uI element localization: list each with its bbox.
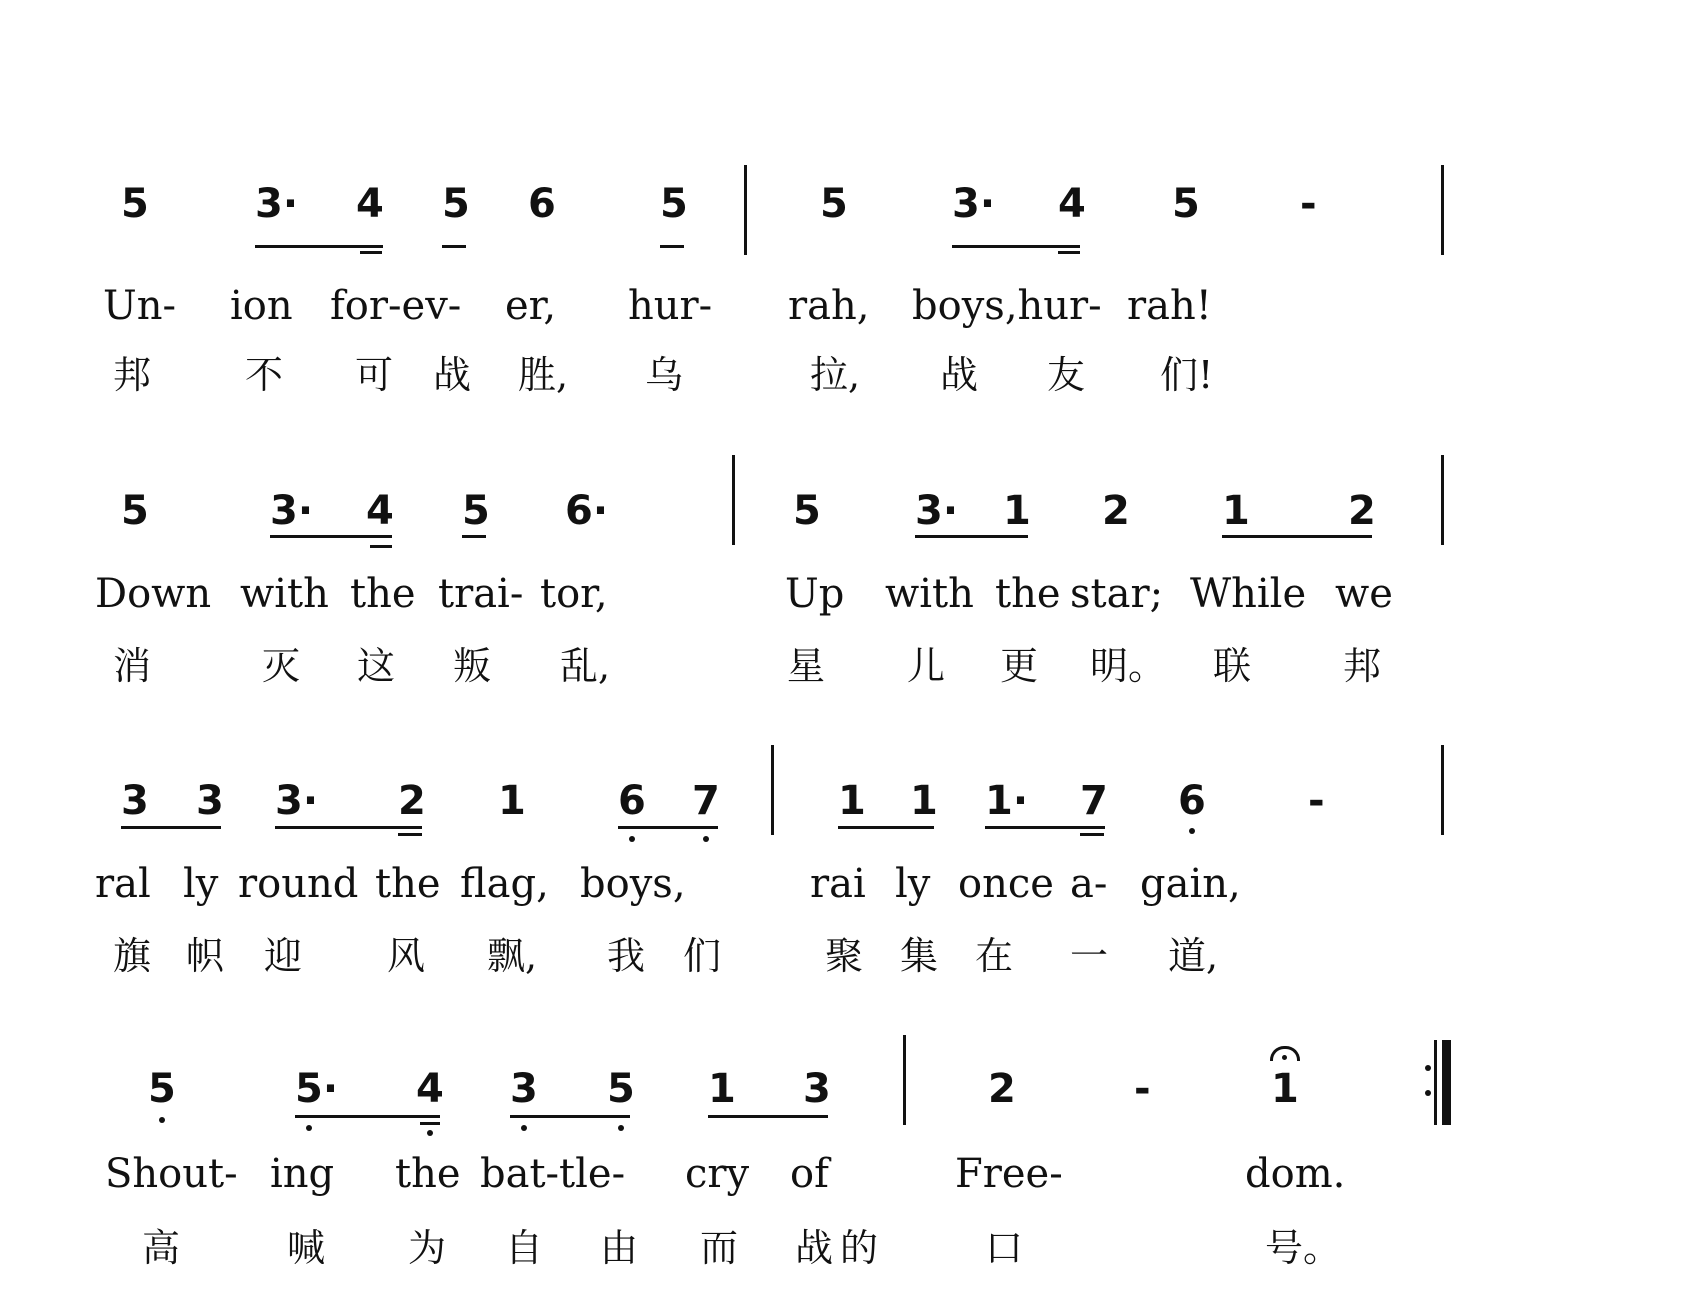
beam-underline — [370, 545, 392, 548]
lyric-char: 一 — [1070, 934, 1109, 978]
lyric-syllable: Free- — [955, 1151, 1063, 1197]
lyric-syllable: gain, — [1140, 861, 1241, 907]
lyric-line-en — [0, 570, 1681, 630]
beam-underline — [985, 826, 1105, 829]
barline — [1441, 455, 1444, 545]
lyric-syllable: Down — [95, 571, 212, 617]
note: 3 — [510, 1066, 538, 1112]
lyric-line-cn — [0, 643, 1681, 703]
barline — [903, 1035, 906, 1125]
beam-underline — [121, 826, 221, 829]
lyric-char: 叛 — [453, 644, 492, 688]
beam-underline — [660, 245, 684, 248]
barline — [1441, 745, 1444, 835]
fermata-icon — [1270, 1046, 1300, 1061]
lyric-line-cn — [0, 933, 1681, 993]
note: 6 — [618, 778, 646, 824]
note: 1 — [708, 1066, 736, 1112]
beam-underline — [442, 245, 466, 248]
lyric-syllable: the — [350, 571, 416, 617]
lyric-char: 灭 — [262, 644, 301, 688]
lyric-char: 集 — [900, 934, 939, 978]
note: 4 — [356, 181, 384, 227]
lyric-char: 聚 — [825, 934, 864, 978]
lyric-char: 战 — [940, 353, 979, 397]
octave-dot-low — [306, 1125, 312, 1131]
lyric-syllable: once — [958, 861, 1054, 907]
lyric-syllable: While — [1190, 571, 1307, 617]
lyric-syllable: tor, — [540, 571, 608, 617]
lyric-syllable: round — [238, 861, 359, 907]
barline — [771, 745, 774, 835]
lyric-char: 为 — [408, 1226, 447, 1270]
barline — [744, 165, 747, 255]
lyric-syllable: dom. — [1245, 1151, 1346, 1197]
lyric-char: 高 — [142, 1226, 181, 1270]
lyric-char: 我 — [607, 934, 646, 978]
beam-underline — [1080, 833, 1104, 836]
note: 3· — [915, 488, 959, 534]
note: 5 — [660, 181, 688, 227]
note: 5 — [793, 488, 821, 534]
lyric-char: 自 — [505, 1226, 544, 1270]
lyric-line-en — [0, 1150, 1681, 1210]
lyric-char: 战 — [795, 1226, 834, 1270]
lyric-char: 道, — [1168, 934, 1219, 978]
lyric-char: 迎 — [264, 934, 303, 978]
note: 1 — [1222, 488, 1250, 534]
lyric-syllable: rai — [810, 861, 866, 907]
note: 5 — [607, 1066, 635, 1112]
lyric-char: 在 — [975, 934, 1014, 978]
lyric-syllable: with — [885, 571, 974, 617]
lyric-syllable: ly — [183, 861, 219, 907]
lyric-syllable: boys,hur- — [912, 283, 1102, 329]
note: 3 — [121, 778, 149, 824]
note: 1 — [910, 778, 938, 824]
beam-underline — [270, 535, 392, 538]
repeat-dot — [1425, 1065, 1431, 1071]
lyric-syllable: bat-tle- — [480, 1151, 626, 1197]
note: 5· — [295, 1066, 339, 1112]
lyric-syllable: the — [395, 1151, 461, 1197]
lyric-char: 乱, — [560, 644, 611, 688]
lyric-char: 邦 — [113, 353, 152, 397]
lyric-char: 乌 — [645, 353, 684, 397]
lyric-char: 友 — [1047, 353, 1086, 397]
lyric-char: 战 — [433, 353, 472, 397]
note: 6 — [528, 181, 556, 227]
notation-line — [0, 487, 1681, 547]
lyric-syllable: of — [790, 1151, 829, 1197]
final-barline-thick — [1442, 1040, 1451, 1125]
lyric-char: 明。 — [1090, 644, 1167, 688]
dash-extension: - — [1308, 778, 1325, 824]
beam-underline — [510, 1115, 630, 1118]
octave-dot-low — [1189, 828, 1195, 834]
beam-underline — [462, 535, 486, 538]
lyric-char: 飘, — [487, 934, 538, 978]
lyric-syllable: cry — [685, 1151, 750, 1197]
note: 3· — [952, 181, 996, 227]
lyric-syllable: we — [1335, 571, 1393, 617]
lyric-syllable: boys, — [580, 861, 686, 907]
note: 1· — [985, 778, 1029, 824]
note: 3 — [196, 778, 224, 824]
lyric-syllable: star; — [1070, 571, 1164, 617]
barline — [1441, 165, 1444, 255]
lyric-syllable: flag, — [460, 861, 549, 907]
octave-dot-low — [159, 1117, 165, 1123]
note: 5 — [121, 488, 149, 534]
lyric-syllable: for-ev- — [330, 283, 462, 329]
barline — [732, 455, 735, 545]
lyric-char: 胜, — [518, 353, 569, 397]
octave-dot-low — [427, 1130, 433, 1136]
repeat-dot — [1425, 1090, 1431, 1096]
note: 4 — [366, 488, 394, 534]
beam-underline — [1222, 535, 1372, 538]
note: 4 — [1058, 181, 1086, 227]
lyric-char: 星 — [787, 644, 826, 688]
note: 2 — [1102, 488, 1130, 534]
lyric-char: 不 — [245, 353, 284, 397]
lyric-syllable: the — [995, 571, 1061, 617]
lyric-char: 消 — [113, 644, 152, 688]
beam-underline — [915, 535, 1028, 538]
lyric-char: 联 — [1213, 644, 1252, 688]
note: 6· — [565, 488, 609, 534]
beam-underline — [275, 826, 422, 829]
note: 1 — [498, 778, 526, 824]
lyric-line-en — [0, 860, 1681, 920]
note: 1 — [1271, 1066, 1299, 1112]
octave-dot-low — [703, 836, 709, 842]
lyric-syllable: ion — [230, 283, 293, 329]
lyric-char: 由 — [600, 1226, 639, 1270]
dash-extension: - — [1134, 1066, 1151, 1112]
dash-extension: - — [1300, 181, 1317, 227]
lyric-syllable: Up — [785, 571, 845, 617]
lyric-char: 帜 — [186, 934, 225, 978]
note: 7 — [692, 778, 720, 824]
lyric-syllable: trai- — [438, 571, 524, 617]
lyric-syllable: with — [240, 571, 329, 617]
note: 6 — [1178, 778, 1206, 824]
note: 7 — [1080, 778, 1108, 824]
lyric-char: 这 — [357, 644, 396, 688]
beam-underline — [295, 1115, 440, 1118]
note: 5 — [462, 488, 490, 534]
note: 4 — [416, 1066, 444, 1112]
beam-underline — [838, 826, 934, 829]
lyric-char: 拉, — [810, 353, 861, 397]
lyric-char: 的 — [840, 1226, 879, 1270]
beam-underline — [952, 245, 1080, 248]
lyric-char: 号。 — [1265, 1226, 1342, 1270]
note: 5 — [820, 181, 848, 227]
note: 5 — [442, 181, 470, 227]
beam-underline — [1058, 251, 1080, 254]
lyric-char: 更 — [1000, 644, 1039, 688]
octave-dot-low — [521, 1125, 527, 1131]
note: 2 — [1348, 488, 1376, 534]
lyric-char: 风 — [387, 934, 426, 978]
beam-underline — [398, 833, 422, 836]
beam-underline — [708, 1115, 828, 1118]
note: 2 — [398, 778, 426, 824]
note: 2 — [988, 1066, 1016, 1112]
note: 5 — [121, 181, 149, 227]
note: 5 — [148, 1066, 176, 1112]
note: 3 — [803, 1066, 831, 1112]
note: 5 — [1172, 181, 1200, 227]
lyric-char: 们 — [683, 934, 722, 978]
lyric-syllable: Un- — [103, 283, 176, 329]
beam-underline — [255, 245, 383, 248]
lyric-syllable: rah! — [1127, 283, 1212, 329]
lyric-syllable: a- — [1070, 861, 1108, 907]
lyric-syllable: rah, — [788, 283, 870, 329]
lyric-line-cn — [0, 1225, 1681, 1285]
note: 1 — [1003, 488, 1031, 534]
lyric-char: 们! — [1160, 353, 1214, 397]
lyric-syllable: ral — [95, 861, 151, 907]
lyric-syllable: er, — [505, 283, 557, 329]
lyric-char: 而 — [700, 1226, 739, 1270]
lyric-char: 儿 — [907, 644, 946, 688]
lyric-char: 可 — [355, 353, 394, 397]
beam-underline — [360, 251, 382, 254]
lyric-syllable: hur- — [628, 283, 713, 329]
lyric-char: 喊 — [287, 1226, 326, 1270]
lyric-syllable: the — [375, 861, 441, 907]
note: 1 — [838, 778, 866, 824]
lyric-line-en — [0, 282, 1681, 342]
octave-dot-low — [618, 1125, 624, 1131]
note: 3· — [270, 488, 314, 534]
octave-dot-low — [629, 836, 635, 842]
lyric-char: 邦 — [1343, 644, 1382, 688]
lyric-char: 口 — [985, 1226, 1024, 1270]
lyric-char: 旗 — [113, 934, 152, 978]
beam-underline — [420, 1122, 440, 1125]
lyric-syllable: ly — [895, 861, 931, 907]
lyric-syllable: ing — [270, 1151, 335, 1197]
beam-underline — [618, 826, 718, 829]
final-barline-thin — [1434, 1040, 1437, 1125]
note: 3· — [255, 181, 299, 227]
notation-line — [0, 180, 1681, 240]
lyric-line-cn — [0, 352, 1681, 412]
lyric-syllable: Shout- — [105, 1151, 238, 1197]
note: 3· — [275, 778, 319, 824]
